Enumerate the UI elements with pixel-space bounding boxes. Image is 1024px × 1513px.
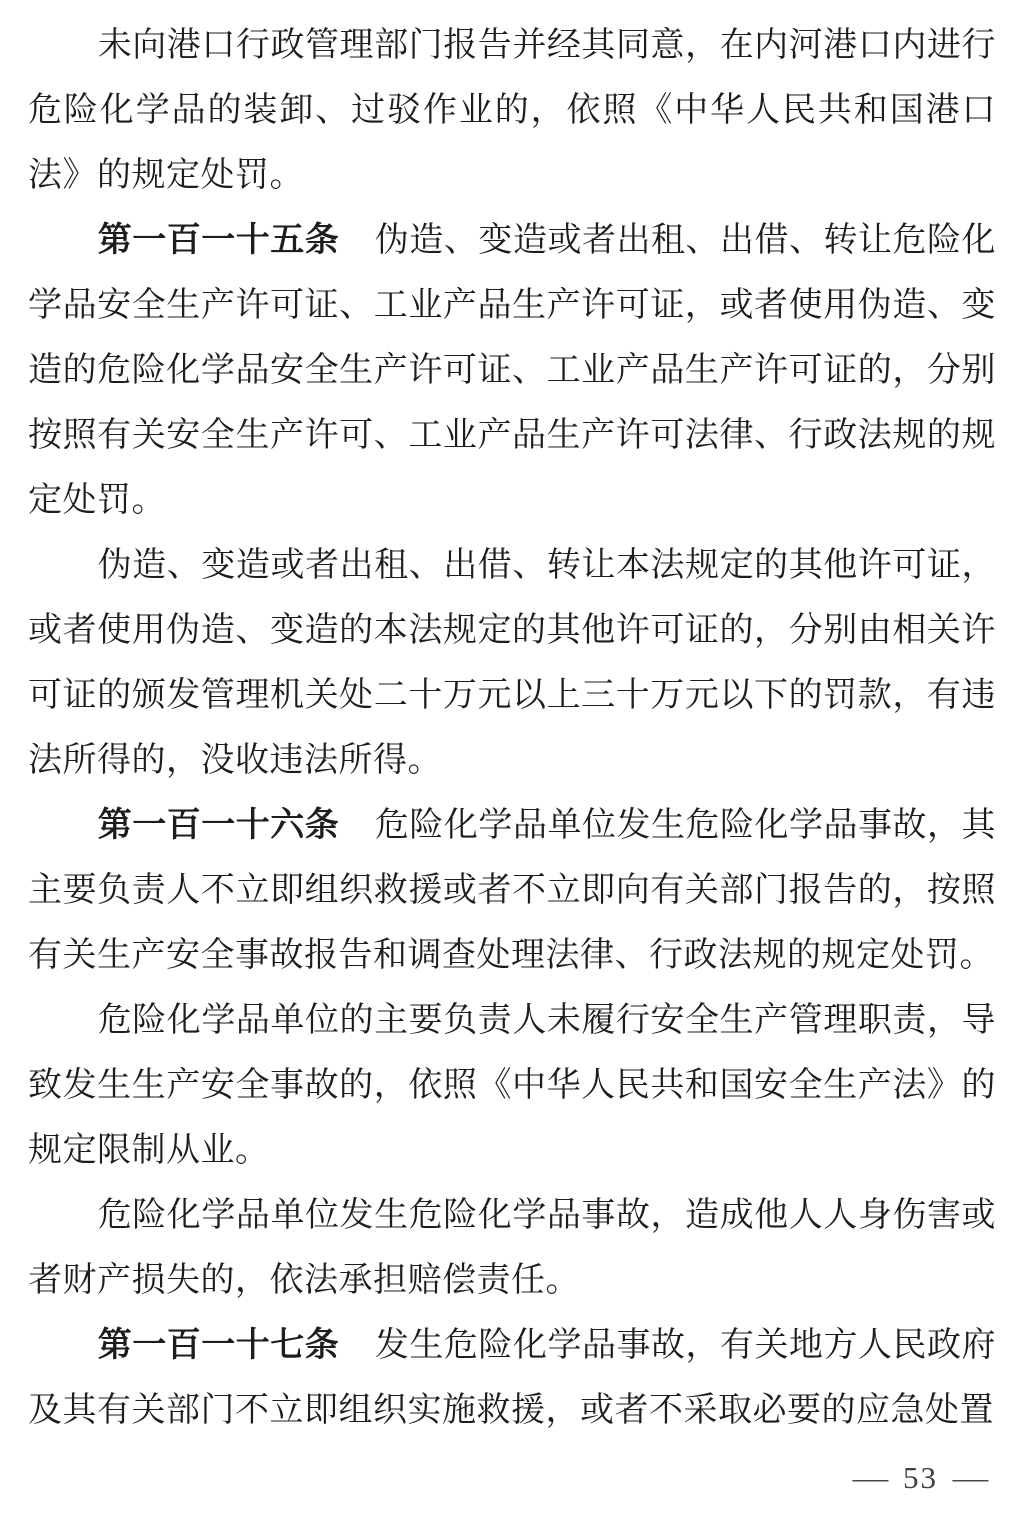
footer-dash-right: — bbox=[952, 1460, 989, 1495]
document-body bbox=[28, 13, 996, 1443]
article-number: 第一百一十七条 bbox=[97, 1326, 340, 1364]
paragraph-text: 危险化学品单位发生危险化学品事故，造成他人人身伤害或者财产损失的，依法承担赔偿责任。 bbox=[28, 1197, 996, 1299]
paragraph bbox=[28, 533, 996, 793]
paragraph-text: 发生危险化学品事故，有关地方人民政府及其有关部门不立即组织实施救援，或者不采取必要的应急处置 bbox=[28, 1327, 997, 1429]
article-number: 第一百一十五条 bbox=[97, 221, 340, 259]
paragraph-text: 伪造、变造或者出租、出借、转让危险化学品安全生产许可证、工业产品生产许可证，或者使用伪造、变造的危险化学品安全生产许可证、工业产品生产许可证的，分别按照有关安全生产许可、工业产品生产许可法律、行政法规的规定处罚。 bbox=[28, 222, 997, 519]
paragraph bbox=[28, 208, 996, 533]
paragraph-text: 伪造、变造或者出租、出借、转让本法规定的其他许可证，或者使用伪造、变造的本法规定的其他许可证的，分别由相关许可证的颁发管理机关处二十万元以上三十万元以下的罚款，有违法所得的，没收违法所得。 bbox=[28, 547, 996, 779]
paragraph bbox=[28, 1313, 996, 1443]
paragraph bbox=[28, 13, 996, 208]
paragraph-text: 未向港口行政管理部门报告并经其同意，在内河港口内进行危险化学品的装卸、过驳作业的，依照《中华人民共和国港口法》的规定处罚。 bbox=[28, 27, 996, 194]
page-number: 53 bbox=[903, 1460, 938, 1495]
paragraph bbox=[28, 1183, 996, 1313]
paragraph bbox=[28, 988, 996, 1183]
page-footer bbox=[852, 1460, 989, 1495]
paragraph-text: 危险化学品单位的主要负责人未履行安全生产管理职责，导致发生生产安全事故的，依照《中华人民共和国安全生产法》的规定限制从业。 bbox=[28, 1002, 996, 1169]
paragraph bbox=[28, 793, 996, 988]
footer-dash-left: — bbox=[852, 1460, 889, 1495]
article-number: 第一百一十六条 bbox=[97, 806, 340, 844]
paragraph-text: 危险化学品单位发生危险化学品事故，其主要负责人不立即组织救援或者不立即向有关部门报告的，按照有关生产安全事故报告和调查处理法律、行政法规的规定处罚。 bbox=[28, 807, 997, 974]
